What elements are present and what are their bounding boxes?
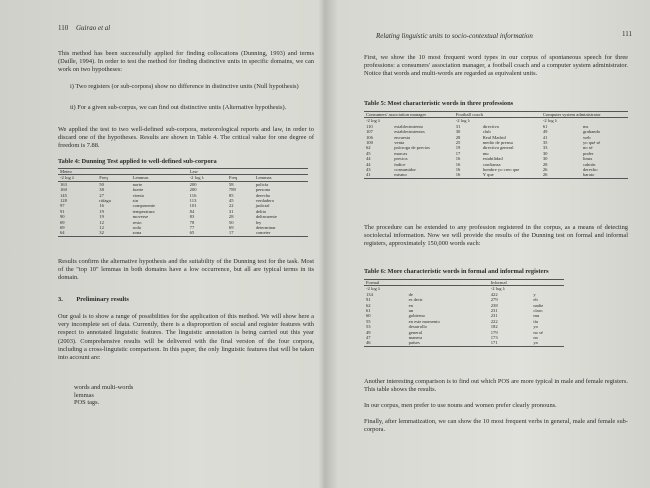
table-cell: club bbox=[482, 129, 491, 135]
table-row bbox=[58, 230, 308, 236]
table-cell: 55 bbox=[366, 318, 371, 324]
table-cell: 173 bbox=[490, 335, 498, 341]
table-row bbox=[364, 340, 564, 346]
table4-col-header: -2 log λ bbox=[60, 175, 75, 181]
hypothesis-alternative: ii) For a given sub-corpus, we can find out distinctive units (Alternative hypothesis). bbox=[70, 104, 287, 111]
table-cell: -2 log λ bbox=[455, 118, 470, 124]
table-cell: 200 bbox=[189, 181, 197, 187]
table4-col-header: Lemmas bbox=[255, 175, 272, 181]
table-cell: 97 bbox=[60, 203, 65, 209]
table-cell: derecho bbox=[582, 167, 598, 173]
table-cell: 19 bbox=[455, 145, 461, 151]
table-cell: yo qué sé bbox=[582, 140, 601, 146]
table-cell: 200 bbox=[189, 187, 197, 193]
table-cell: general bbox=[408, 329, 423, 335]
table-cell: viento bbox=[132, 192, 145, 198]
table-cell: marcas bbox=[394, 150, 408, 156]
table6 bbox=[364, 279, 564, 347]
table-cell: fuerte bbox=[132, 187, 144, 193]
table-cell: web bbox=[582, 134, 591, 140]
table-cell: 90 bbox=[60, 214, 65, 220]
table-cell: establecimientos bbox=[394, 129, 425, 135]
table-cell: 163 bbox=[60, 181, 67, 187]
table-cell: 35 bbox=[542, 140, 548, 146]
table-cell: persona bbox=[255, 187, 270, 193]
table-cell: 222 bbox=[490, 318, 498, 324]
table-cell: mismo bbox=[394, 172, 407, 178]
table-cell: 26 bbox=[542, 172, 548, 178]
table-cell: y bbox=[533, 291, 536, 297]
table5-caption: Table 5: Most characteristic words in three professions bbox=[364, 100, 514, 107]
table-cell: 44 bbox=[366, 161, 371, 167]
table-cell: de bbox=[408, 291, 413, 297]
table-cell: 49 bbox=[542, 129, 548, 135]
table-cell: índice bbox=[394, 161, 406, 167]
table-cell: 30 bbox=[542, 156, 548, 162]
table4-group-header: Law bbox=[189, 169, 198, 174]
hypothesis-null: i) Two registers (or sub-corpora) show no difference in distinctive units (Null hypothesis) bbox=[70, 83, 299, 90]
table-cell: 38 bbox=[99, 187, 104, 193]
table-cell: policía bbox=[255, 181, 269, 187]
table-cell: temperatura bbox=[132, 208, 155, 214]
table-cell: 116 bbox=[189, 192, 197, 198]
method-paragraph: We applied the test to two well-defined sub-corpora, meteorological reports and law, in order to discard one of the hypotheses. Results are shown in Table 4. The critical value for one degree of freedom is 7.88. bbox=[58, 126, 314, 150]
table-cell: 31 bbox=[455, 123, 461, 129]
table-cell: 231 bbox=[490, 313, 498, 319]
table-cell: derecho bbox=[255, 192, 271, 198]
table-cell: 46 bbox=[366, 340, 371, 346]
table-cell: un bbox=[408, 308, 414, 314]
right-running-head bbox=[376, 32, 636, 40]
table-cell: 50 bbox=[99, 181, 104, 187]
table-cell: sin bbox=[132, 198, 139, 204]
right-page-number: 111 bbox=[622, 30, 632, 38]
table-cell: tía bbox=[533, 318, 538, 324]
table-cell: 41 bbox=[542, 134, 548, 140]
table-cell: norte bbox=[132, 181, 143, 187]
list-item: words and multi-words bbox=[74, 384, 134, 391]
table-cell: 16 bbox=[455, 156, 461, 162]
table-cell: 12 bbox=[99, 225, 104, 231]
table-cell: 62 bbox=[366, 145, 371, 151]
table-cell: 238 bbox=[490, 302, 498, 308]
table4-group-header: Meteo bbox=[60, 169, 72, 174]
feature-list bbox=[74, 384, 133, 407]
table-cell: estabilidad bbox=[482, 156, 503, 162]
table-cell: 231 bbox=[490, 308, 498, 314]
table-cell: hombre yo creo que bbox=[482, 167, 520, 173]
table-cell: poder bbox=[582, 150, 594, 156]
table-cell: 91 bbox=[60, 208, 65, 214]
table-cell: 16 bbox=[455, 161, 461, 167]
table-cell: 30 bbox=[455, 129, 461, 135]
table-cell: componente bbox=[132, 203, 156, 209]
section-heading bbox=[58, 296, 129, 303]
table-cell: 17 bbox=[455, 150, 461, 156]
table-cell: encuesta bbox=[394, 134, 411, 140]
table-cell: 32 bbox=[99, 230, 104, 236]
final-paragraph: Finally, after lemmatization, we can show the 10 most frequent verbs in general, male and female sub-corpora. bbox=[364, 418, 628, 434]
list-item: POS tags. bbox=[74, 399, 100, 407]
professions-paragraph: First, we show the 10 most frequent word types in our corpus of spontaneous speech for three professions: a consumers' association manager, a football coach and a computer system administrator. Notice that words and multi-words are regarded as equivalent units. bbox=[364, 54, 628, 78]
left-running-title: Guirao et al bbox=[76, 24, 111, 32]
table4-col-header: -2 log λ bbox=[189, 175, 204, 181]
table-cell: 422 bbox=[490, 291, 498, 297]
table-cell: en bbox=[408, 302, 413, 308]
table-cell: 53 bbox=[366, 324, 371, 330]
table-cell: Y que bbox=[482, 172, 494, 178]
table-cell: 58 bbox=[228, 181, 234, 187]
table-cell: consumidor bbox=[394, 167, 416, 173]
table-cell: medio de prensa bbox=[482, 140, 513, 146]
table-cell: 128 bbox=[60, 198, 67, 204]
table-cell: zona bbox=[132, 230, 142, 236]
goal-paragraph: Our goal is to show a range of possibilities for the application of this method. We will show here a very incomplete set of data. Currently, there is a disproportion of social and register features with respect to annotated linguistic features. The linguistic annotation is being carried out this year (2003). Comprehensive results will be delivered with the final version of the four corpora, including a cross-linguistic comparison. In this paper, the only linguistic features that will be taken into account are: bbox=[58, 313, 314, 362]
table-cell: es decir bbox=[408, 297, 423, 303]
table-cell: delito bbox=[255, 208, 267, 214]
table5-group-header: Football coach bbox=[455, 112, 483, 117]
table-cell: 22 bbox=[228, 203, 234, 209]
table4 bbox=[58, 168, 308, 237]
table-cell: 28 bbox=[542, 161, 548, 167]
table-cell: 64 bbox=[60, 230, 65, 236]
table-cell: directiva general bbox=[482, 145, 514, 151]
table-cell: 16 bbox=[455, 167, 461, 173]
table-cell: 50 bbox=[228, 219, 234, 225]
table-cell: determinar bbox=[255, 225, 276, 231]
table-cell: verdadero bbox=[255, 198, 275, 204]
table-cell: 160 bbox=[60, 187, 67, 193]
section-number: 3. bbox=[58, 296, 63, 303]
table-cell: nadie bbox=[533, 302, 544, 308]
table-cell: 28 bbox=[228, 214, 234, 220]
table-cell: 65 bbox=[189, 230, 195, 236]
table-row bbox=[364, 172, 628, 178]
table-cell: mu bbox=[533, 313, 540, 319]
table-cell: 145 bbox=[60, 192, 67, 198]
right-running-title: Relating linguistic units to socio-contextual information bbox=[376, 32, 533, 40]
table-cell: precios bbox=[394, 156, 408, 162]
table-cell: 41 bbox=[366, 172, 371, 178]
table-cell: 69 bbox=[228, 225, 234, 231]
table-cell: eh bbox=[533, 297, 538, 303]
table-cell: cabrón bbox=[582, 161, 596, 167]
table-cell: en este momento bbox=[408, 318, 440, 324]
table-cell: -2 log λ bbox=[542, 118, 558, 124]
table-cell: 19 bbox=[99, 214, 104, 220]
table-cell: barato bbox=[582, 172, 595, 178]
table-cell: 19 bbox=[99, 208, 104, 214]
table-row bbox=[364, 156, 628, 161]
table-cell: 49 bbox=[366, 329, 371, 335]
results-paragraph: Results confirm the alternative hypothesis and the suitability of the Dunning test for the task. Most of the "top 10" lemmas in both domains have a low occurrence, but all are typical terms in its domain. bbox=[58, 258, 314, 282]
table-cell: 16 bbox=[455, 172, 461, 178]
table-cell: 182 bbox=[490, 324, 498, 330]
nouns-paragraph: In our corpus, men prefer to use nouns and women prefer clearly pronouns. bbox=[364, 402, 557, 409]
table5 bbox=[364, 111, 628, 179]
table-cell: 47 bbox=[366, 335, 371, 341]
table-cell: -2 log λ bbox=[366, 118, 381, 124]
table-cell: 107 bbox=[366, 129, 373, 135]
table-cell: 30 bbox=[542, 150, 548, 156]
table-cell: 171 bbox=[490, 340, 498, 346]
table-cell: mu bbox=[482, 150, 489, 156]
table-cell: 85 bbox=[228, 192, 234, 198]
table-cell: yo bbox=[533, 324, 538, 330]
table-cell: 60 bbox=[366, 313, 371, 319]
table-cell: 100 bbox=[366, 140, 373, 146]
table-cell: 106 bbox=[366, 134, 373, 140]
table-cell: linux bbox=[582, 156, 593, 162]
table-cell: 26 bbox=[542, 167, 548, 173]
table-cell: directiva bbox=[482, 123, 499, 129]
table4-col-header: Freq bbox=[99, 175, 108, 181]
table-cell: manera bbox=[408, 335, 423, 341]
table-cell: 789 bbox=[228, 187, 236, 193]
table-cell: grabando bbox=[582, 129, 601, 135]
table-cell: 83 bbox=[189, 214, 195, 220]
table-cell: 28 bbox=[455, 134, 461, 140]
table-cell: no sé bbox=[533, 329, 543, 335]
table-cell: -2 log λ bbox=[366, 286, 381, 292]
table-cell: claro bbox=[533, 308, 543, 314]
table-cell: 31 bbox=[228, 208, 234, 214]
table-cell: prórroga de precios bbox=[394, 145, 430, 151]
table-cell: -2 log λ bbox=[490, 286, 505, 292]
table-cell: 45 bbox=[366, 150, 371, 156]
table6-group-header: Informal bbox=[490, 280, 507, 285]
table-cell: resto bbox=[132, 219, 142, 225]
table5-group-header: Computer system administrator bbox=[542, 112, 601, 117]
left-page bbox=[28, 0, 326, 488]
table-cell: ms bbox=[582, 123, 589, 129]
table-cell: no bbox=[533, 335, 538, 341]
table-cell: desarrollo bbox=[408, 324, 427, 330]
table6-caption: Table 6: More characteristic words in formal and informal registers bbox=[364, 268, 549, 275]
table-cell: cometer bbox=[255, 230, 271, 236]
table-cell: 179 bbox=[490, 329, 498, 335]
table-cell: 17 bbox=[228, 230, 234, 236]
table5-group-header: Consumers' association manager bbox=[366, 112, 427, 117]
table-cell: 134 bbox=[366, 291, 373, 297]
table-cell: 91 bbox=[366, 297, 371, 303]
table-cell: ya bbox=[533, 340, 538, 346]
table-cell: confianza bbox=[482, 161, 501, 167]
table-cell: 69 bbox=[60, 219, 65, 225]
right-page bbox=[336, 0, 636, 488]
table4-col-header: Freq bbox=[228, 175, 238, 181]
table-cell: 43 bbox=[366, 167, 371, 173]
table-cell: venta bbox=[394, 140, 405, 146]
table-cell: países bbox=[408, 340, 420, 346]
table-cell: gobierno bbox=[408, 313, 425, 319]
table-cell: 113 bbox=[189, 198, 197, 204]
comparison-paragraph: Another interesting comparison is to find out which POS are more typical in male and female registers. This table shows the results. bbox=[364, 378, 628, 394]
table-cell: 27 bbox=[99, 192, 104, 198]
table-cell: 61 bbox=[366, 308, 371, 314]
table-cell: ley bbox=[255, 219, 262, 225]
table-cell: roda bbox=[132, 225, 141, 231]
table-cell: 16 bbox=[99, 203, 104, 209]
table-cell: 101 bbox=[189, 203, 197, 209]
procedure-paragraph: The procedure can be extended to any profession registered in the corpus, as a means of detecting sociolectal information. Now we will provide the results of the Dunning test on formal and informal registers, approximately 150,000 words each: bbox=[364, 224, 628, 248]
table4-col-header: Lemmas bbox=[132, 175, 149, 181]
table-cell: 110 bbox=[366, 123, 373, 129]
intro-paragraph: This method has been successfully applied for finding collocations (Dunning, 1993) and terms (Daille, 1994). In order to test the method for finding distinctive units in specific domains, we can work on two hypotheses: bbox=[58, 50, 314, 74]
table-cell: 33 bbox=[542, 145, 548, 151]
table-cell: 78 bbox=[189, 219, 195, 225]
table-cell: 62 bbox=[366, 302, 371, 308]
table-cell: delincuente bbox=[255, 214, 277, 220]
section-title: Preliminary results bbox=[76, 296, 129, 303]
table-cell: 279 bbox=[490, 297, 498, 303]
table-cell: 77 bbox=[189, 225, 195, 231]
table-cell: 84 bbox=[189, 208, 195, 214]
table6-group-header: Formal bbox=[366, 280, 380, 285]
table-cell: Real Madrid bbox=[482, 134, 506, 140]
left-page-number: 110 bbox=[58, 24, 69, 32]
table-cell: 12 bbox=[99, 219, 104, 225]
left-running-head bbox=[58, 24, 110, 32]
list-item: lemmas bbox=[74, 391, 94, 399]
table-cell: 69 bbox=[60, 225, 65, 231]
table-cell: ráfaga bbox=[99, 198, 111, 204]
table-cell: 25 bbox=[455, 140, 461, 146]
table-cell: 44 bbox=[366, 156, 371, 162]
table-cell: establecimiento bbox=[394, 123, 424, 129]
table-cell: moverse bbox=[132, 214, 149, 220]
table-cell: 61 bbox=[542, 123, 548, 129]
table-cell: judicial bbox=[255, 203, 270, 209]
table4-caption: Table 4: Dunning Test applied to well-defined sub-corpora bbox=[58, 158, 217, 165]
table-cell: no sé bbox=[582, 145, 593, 151]
table-cell: 45 bbox=[228, 198, 234, 204]
